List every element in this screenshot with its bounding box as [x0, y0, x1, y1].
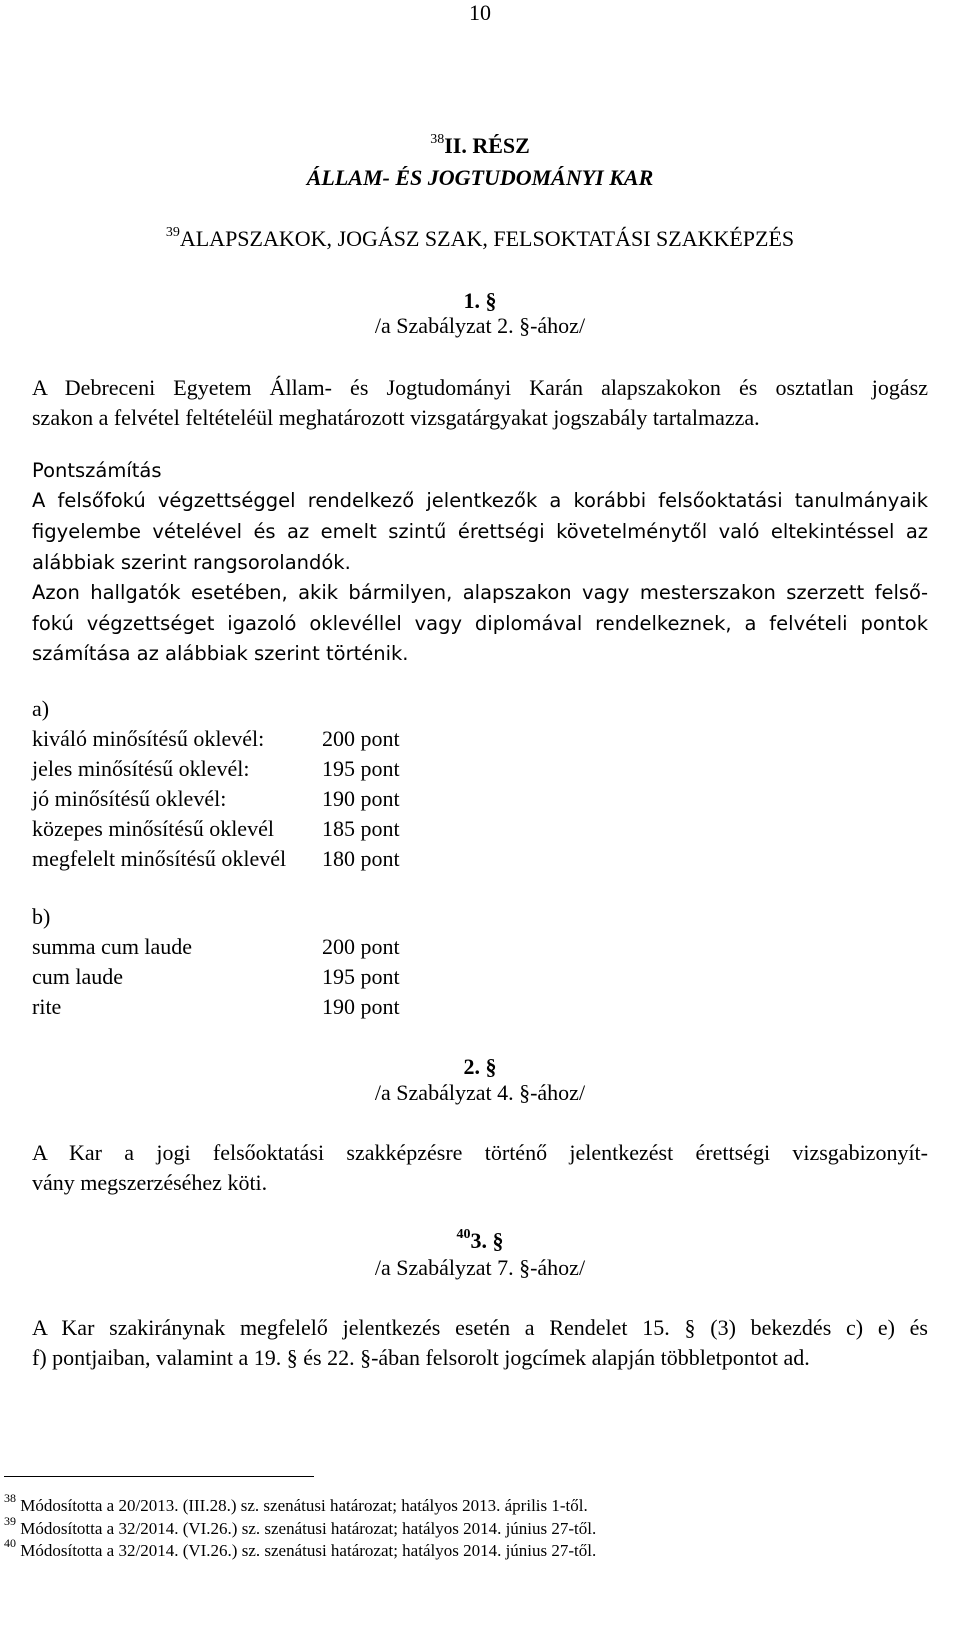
list-item-points: 200 pont [322, 934, 400, 959]
list-item-name: közepes minősítésű oklevél [32, 816, 274, 841]
scoring-text-line: számítása az alábbiak szerint történik. [32, 642, 409, 665]
footnote-38: $^{38}$ Módosította a 20/2013. (III.28.) sz. szenátusi határozat; hatályos 2013. április 1-től. [4, 1491, 588, 1515]
paragraph-1-text-line: szakon a felvétel feltételéül meghatározott vizsgatárgyakat jogszabály tartalmazza. [32, 405, 760, 430]
part-subtitle: ÁLLAM- ÉS JOGTUDOMÁNYI KAR [306, 165, 654, 190]
paragraph-2-reference: /a Szabályzat 4. §-ához/ [374, 1080, 586, 1105]
paragraph-1-heading: 1. § [463, 288, 497, 313]
scoring-text-line: Azon hallgatók esetében, akik bármilyen, alapszakon vagy mesterszakon szerzett felső- [32, 581, 928, 604]
section-heading: $^{39}$ALAPSZAKOK, JOGÁSZ SZAK, FELSOKTATÁSI SZAKKÉPZÉS [165, 224, 795, 251]
paragraph-3-heading: $^{40}$3. § [456, 1226, 504, 1253]
list-item-name: rite [32, 994, 62, 1019]
paragraph-2-heading: 2. § [463, 1054, 497, 1079]
list-item-points: 195 pont [322, 964, 400, 989]
list-a-label: a) [32, 696, 50, 721]
list-item-name: kiváló minősítésű oklevél: [32, 726, 265, 751]
paragraph-3-reference: /a Szabályzat 7. §-ához/ [374, 1255, 586, 1280]
list-item-name: jó minősítésű oklevél: [32, 786, 227, 811]
footnote-40: $^{40}$ Módosította a 32/2014. (VI.26.) sz. szenátusi határozat; hatályos 2014. június 27-től. [4, 1536, 597, 1560]
part-title: $^{38}$II. RÉSZ [430, 131, 530, 158]
list-item-name: summa cum laude [32, 934, 193, 959]
scoring-text-line: A felsőfokú végzettséggel rendelkező jelentkezők a korábbi felsőoktatási tanulmányaik [32, 489, 928, 512]
footnote-39: $^{39}$ Módosította a 32/2014. (VI.26.) sz. szenátusi határozat; hatályos 2014. június 27-től. [4, 1514, 597, 1538]
footnote-separator [4, 1476, 314, 1477]
list-item-points: 195 pont [322, 756, 400, 781]
page-number: 10 [469, 0, 491, 25]
list-item-name: cum laude [32, 964, 124, 989]
scoring-text-line: figyelembe vételével és az emelt szintű érettségi követelménytől való eltekintéssel az [32, 520, 928, 543]
footnote-ref-38[interactable]: 38 [430, 131, 445, 147]
paragraph-3-text-line: A Kar szakiránynak megfelelő jelentkezés esetén a Rendelet 15. § (3) bekezdés c) e) és [32, 1315, 928, 1340]
scoring-title: Pontszámítás [32, 459, 162, 482]
list-item-name: jeles minősítésű oklevél: [32, 756, 250, 781]
footnote-ref-39[interactable]: 39 [165, 224, 180, 240]
paragraph-1-text-line: A Debreceni Egyetem Állam- és Jogtudományi Karán alapszakokon és osztatlan jogász [32, 375, 928, 400]
scoring-text-line: fokú végzettséget igazoló oklevéllel vagy diplomával rendelkeznek, a felvételi pontok [32, 612, 928, 635]
list-b-label: b) [32, 904, 51, 929]
paragraph-1-reference: /a Szabályzat 2. §-ához/ [374, 313, 586, 338]
list-item-points: 185 pont [322, 816, 400, 841]
paragraph-3-text-line: f) pontjaiban, valamint a 19. § és 22. §-ában felsorolt jogcímek alapján többletpontot ad. [32, 1345, 810, 1370]
footnote-ref-40[interactable]: 40 [456, 1226, 471, 1242]
list-item-name: megfelelt minősítésű oklevél [32, 846, 287, 871]
list-item-points: 190 pont [322, 786, 400, 811]
paragraph-2-text-line: vány megszerzéséhez köti. [32, 1170, 268, 1195]
list-item-points: 190 pont [322, 994, 400, 1019]
scoring-text-line: alábbiak szerint rangsorolandók. [32, 551, 351, 574]
list-item-points: 200 pont [322, 726, 400, 751]
list-item-points: 180 pont [322, 846, 400, 871]
paragraph-2-text-line: A Kar a jogi felsőoktatási szakképzésre történő jelentkezést érettségi vizsgabizonyít- [32, 1140, 928, 1165]
